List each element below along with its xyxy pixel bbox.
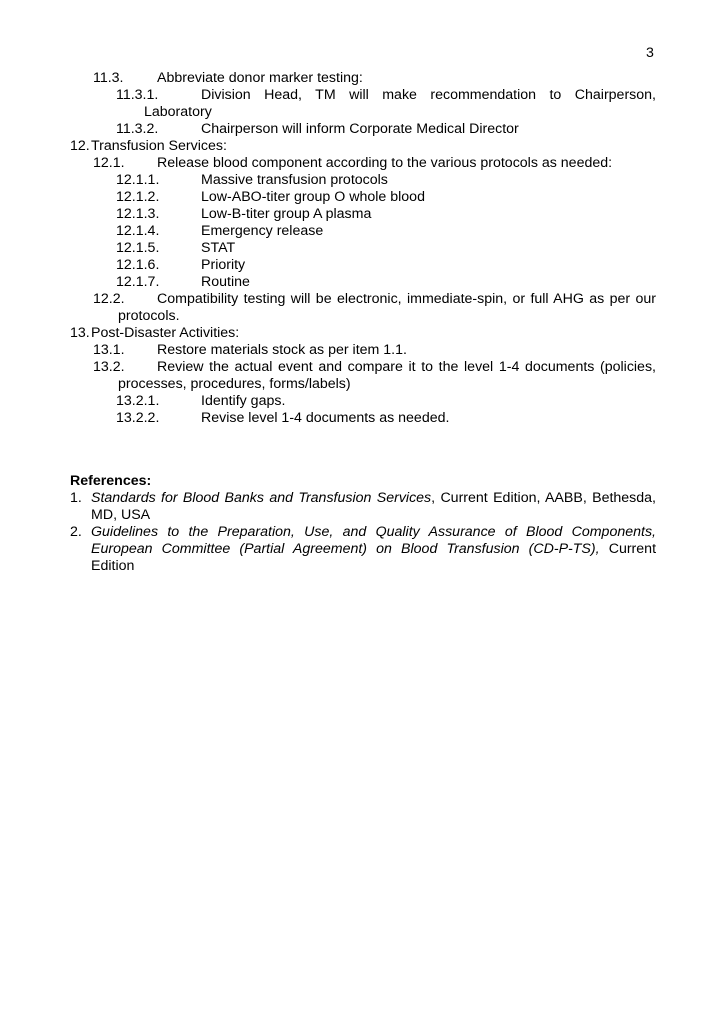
reference-text	[91, 541, 656, 558]
reference-title: Guidelines to the Preparation, Use, and Quality Assurance of Blood Components,	[91, 524, 656, 540]
item-number: 13.	[70, 325, 90, 341]
item-text-continuation: protocols.	[118, 308, 180, 324]
item-number: 12.1.	[93, 155, 125, 171]
reference-title: Standards for Blood Banks and Transfusion Services	[91, 490, 432, 506]
item-text: Low-B-titer group A plasma	[201, 206, 372, 222]
item-text: Abbreviate donor marker testing:	[157, 70, 363, 86]
references-heading: References:	[70, 473, 152, 489]
item-text: Emergency release	[201, 223, 324, 239]
item-number: 13.2.	[93, 359, 125, 375]
item-number: 12.1.3.	[116, 206, 160, 222]
item-text: Compatibility testing will be electronic, immediate-spin, or full AHG as per our	[157, 291, 656, 307]
item-number: 13.2.1.	[116, 393, 160, 409]
reference-details: Current	[599, 541, 657, 557]
item-number: 12.1.4.	[116, 223, 160, 239]
item-number: 13.1.	[93, 342, 125, 358]
item-text: Revise level 1-4 documents as needed.	[201, 410, 450, 426]
item-text: Low-ABO-titer group O whole blood	[201, 189, 425, 205]
page-number: 3	[646, 45, 654, 61]
item-text: STAT	[201, 240, 236, 256]
item-text: Massive transfusion protocols	[201, 172, 388, 188]
item-text: Review the actual event and compare it to the level 1-4 documents (policies,	[157, 359, 656, 375]
reference-number: 1.	[70, 490, 82, 506]
item-text: Transfusion Services:	[91, 138, 227, 154]
item-number: 11.3.1.	[116, 87, 159, 103]
item-text-continuation: processes, procedures, forms/labels)	[118, 376, 351, 392]
reference-continuation: Edition	[91, 558, 135, 574]
item-text: Release blood component according to the various protocols as needed:	[157, 155, 613, 171]
item-text: Priority	[201, 257, 246, 273]
item-number: 12.1.5.	[116, 240, 160, 256]
item-text: Post-Disaster Activities:	[91, 325, 240, 341]
item-number: 12.1.1.	[116, 172, 160, 188]
item-number: 12.1.6.	[116, 257, 160, 273]
reference-continuation: MD, USA	[91, 507, 151, 523]
item-number: 13.2.2.	[116, 410, 160, 426]
item-text-continuation: Laboratory	[144, 104, 212, 120]
item-number: 11.3.2.	[116, 121, 159, 137]
item-text: Restore materials stock as per item 1.1.	[157, 342, 407, 358]
item-number: 12.1.2.	[116, 189, 160, 205]
item-number: 12.2.	[93, 291, 125, 307]
reference-title: European Committee (Partial Agreement) on Blood Transfusion (CD-P-TS),	[91, 541, 600, 557]
item-number: 11.3.	[93, 70, 124, 86]
reference-number: 2.	[70, 524, 82, 540]
item-text: Division Head, TM will make recommendation to Chairperson,	[201, 87, 656, 103]
reference-text	[91, 490, 656, 507]
item-text: Identify gaps.	[201, 393, 286, 409]
item-text: Routine	[201, 274, 250, 290]
reference-title-line1	[91, 524, 656, 541]
reference-details: , Current Edition, AABB, Bethesda,	[431, 490, 656, 506]
item-text: Chairperson will inform Corporate Medical Director	[201, 121, 519, 137]
item-number: 12.1.7.	[116, 274, 160, 290]
item-number: 12.	[70, 138, 90, 154]
